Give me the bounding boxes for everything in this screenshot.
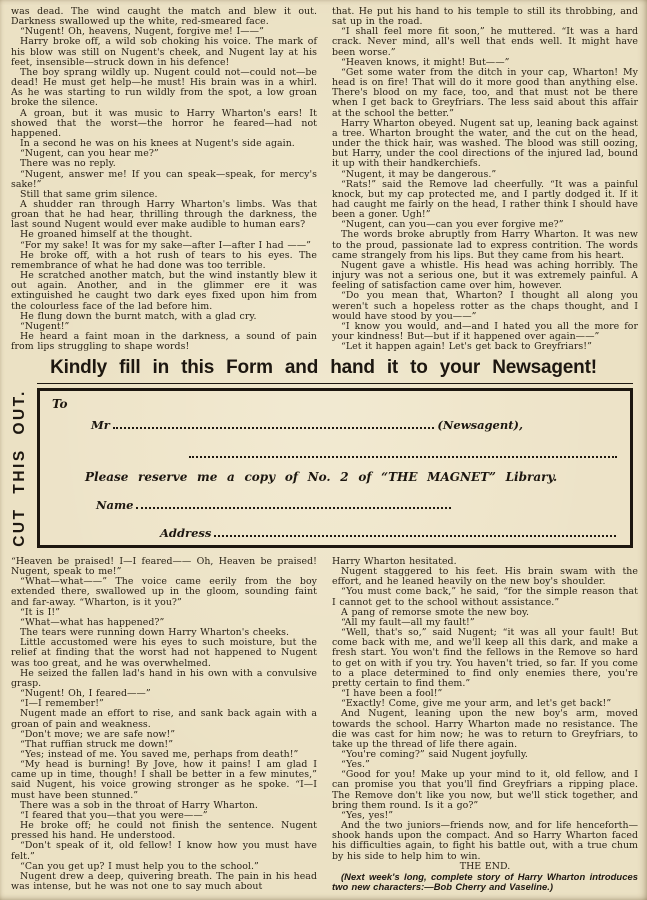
paragraph: “I feared that you—that you were——” [20, 809, 208, 821]
paragraph: “Exactly! Come, give me your arm, and let's get back!” [341, 698, 612, 710]
paragraph: The tears were running down Harry Wharton's cheeks. [20, 627, 290, 639]
next-week-notice: (Next week's long, complete story of Harry Wharton introduces two new characters:—Bob Cherry and Vaseline.) [332, 870, 638, 892]
paragraph: that. He put his hand to his temple to still its throbbing, and sat up in the road. [332, 7, 638, 28]
paragraph: “My head is burning! By Jove, how it pains! I am glad I came up in time, though! I shall be better in a few minutes,” said Nugent, his voice growing stronger as he spoke. “I—I must have been stunned.” [11, 759, 317, 801]
paragraph: There was no reply. [20, 158, 116, 170]
form-name-row [96, 498, 454, 512]
form-mr-fill-line [113, 427, 435, 429]
paragraph: “You must come back,” he said, “for the simple reason that I cannot get to the school without assistance.” [332, 586, 638, 608]
paragraph: Nugent drew a deep, quivering breath. The pain in his head was intense, but he was not one to say much about [11, 870, 317, 892]
paragraph: “I—I remember!” [20, 698, 104, 710]
paragraph: And the two juniors—friends now, and for life henceforth—shook hands upon the compact. And so Harry Wharton faced his difficulties again, to fight his battle out, with a true chum by his side to help him to win. [332, 820, 638, 862]
form-address-fill-line [214, 535, 616, 537]
paragraph: “Good for you! Make up your mind to it, old fellow, and I can promise you that you'll find Greyfriars a ripping place. The Remove don't like you now, but we'll stick together, and bring them round. Is it a go?” [332, 769, 638, 811]
paragraph: “Nugent!” [20, 320, 70, 332]
paragraph: “It is I!” [20, 606, 60, 618]
paragraph: Harry broke off, a wild sob choking his voice. The mark of his blow was still on Nugent's cheek, and Nugent lay at his feet, insensible—struck down in his defence! [11, 36, 317, 68]
the-end-label: THE END. [459, 860, 511, 872]
story-column-bottom-right [332, 557, 638, 895]
paragraph: He broke off, with a hot rush of tears to his eyes. The remembrance of what he had done was too terrible. [11, 249, 317, 271]
paragraph: He seized the fallen lad's hand in his own with a convulsive grasp. [11, 667, 317, 689]
paragraph: The words broke abruptly from Harry Wharton. It was new to the proud, passionate lad to express contrition. The words came strangely from his lips. But they came from his heart. [332, 229, 638, 261]
paragraph: Nugent gave a whistle. His head was aching horribly. The injury was not a serious one, but it was extremely painful. A feeling of satisfaction came over him, however. [332, 259, 638, 292]
paragraph: “I have been a fool!” [341, 688, 443, 700]
paragraph: He flung down the burnt match, with a glad cry. [20, 310, 257, 322]
paragraph: A shudder ran through Harry Wharton's limbs. Was that groan that he had hear, thrilling through the darkness, the last sound Nugent would ever make audible to human ears? [11, 198, 317, 231]
paragraph: There was a sob in the throat of Harry Wharton. [20, 799, 258, 811]
story-bottom-right-paragraphs [332, 557, 638, 862]
story-column-bottom-left [11, 557, 317, 895]
paragraph: “That ruffian struck me down!” [20, 738, 174, 750]
paragraph: “Heaven knows, it might! But——” [341, 56, 510, 68]
story-column-top-left [11, 7, 317, 357]
paragraph: He heard a faint moan in the darkness, a sound of pain from lips struggling to shape words! [11, 331, 317, 353]
paragraph: “Yes; instead of me. You saved me, perhaps from death!” [20, 748, 299, 760]
form-name-label: Name [96, 498, 134, 512]
form-reserve-text: Please reserve me a copy of No. 2 of “THE MAGNET” Library. [85, 470, 558, 484]
paragraph: “Don't move; we are safe now!” [20, 728, 176, 740]
paragraph: He broke off; he could not finish the sentence. Nugent pressed his hand. He understood. [11, 820, 317, 842]
paragraph: “Nugent! Oh, I feared——” [20, 688, 151, 700]
paragraph: Harry Wharton obeyed. Nugent sat up, leaning back against a tree. Wharton brought the water, and the cut on the head, under the thick hair, was washed. The blood was still oozing, but Harry, under the cool directions of the injured lad, bound it up with their handkerchiefs. [332, 117, 638, 170]
paragraph: “Get some water from the ditch in your cap, Wharton! My head is on fire! That will do it more good than anything else. There's blood on my face, too, and that must not be there when I get back to Greyfriars. The less said about this affair at the school the better.” [332, 66, 638, 119]
form-address-label: Address [160, 526, 212, 540]
paragraph: Harry Wharton hesitated. [332, 557, 457, 567]
form-newsagent-suffix: (Newsagent), [437, 418, 523, 432]
paragraph: “Let it happen again! Let's get back to Greyfriars!” [341, 341, 592, 353]
paragraph: “Nugent, it may be dangerous.” [341, 168, 497, 180]
paragraph: A groan, but it was music to Harry Wharton's ears! It showed that the worst—the horror he feared—had not happened. [11, 107, 317, 139]
paragraph: “Well, that's so,” said Nugent; “it was all your fault! But come back with me, and we'll keep all this dark, and make a fresh start. You won't find the fellows in the Remove so hard to get on with if you try. You haven't tried, so far. If you come to a place determined to find only enemies there, you're pretty certain to find them.” [332, 627, 638, 689]
form-mr-row [91, 418, 523, 432]
paragraph: Still that same grim silence. [20, 188, 158, 200]
story-section-bottom [11, 557, 638, 895]
paragraph: The boy sprang wildly up. Nugent could not—could not—be dead! He must get help—he must! His brain was in a whirl. As he was starting to run wildly from the spot, a low groan broke the silence. [11, 66, 317, 109]
form-to-label: To [52, 397, 68, 411]
paragraph: “Rats!” said the Remove lad cheerfully. “It was a painful knock, but my cap protected me, and I partly dodged it. If it had caught me fairly on the head, I rather think I should have been a goner. Ugh!” [332, 178, 638, 221]
form-name-fill-line [136, 507, 451, 509]
paragraph: In a second he was on his knees at Nugent's side again. [20, 138, 295, 150]
form-second-line-row [186, 445, 620, 461]
paragraph: “Can you get up? I must help you to the school.” [20, 860, 259, 872]
paragraph: “Nugent! Oh, heavens, Nugent, forgive me! I——” [20, 26, 264, 38]
paragraph: “I shall feel more fit soon,” he muttered. “It was a hard crack. Never mind, all's well that ends well. It might have been worse.” [332, 26, 638, 58]
paragraph: “Heaven be praised! I—I feared—— Oh, Heaven be praised! Nugent, speak to me!” [11, 557, 317, 578]
paragraph: Nugent staggered to his feet. His brain swam with the effort, and he leaned heavily on the new boy's shoulder. [332, 566, 638, 588]
form-headline: Kindly fill in this Form and hand it to your Newsagent! [50, 356, 597, 379]
paragraph: “For my sake! It was for my sake—after I—after I had ——” [20, 239, 312, 251]
paragraph: “Nugent, can you hear me?” [20, 148, 159, 160]
cut-this-out-label: CUT THIS OUT. [11, 389, 28, 547]
paragraph: “Don't speak of it, old fellow! I know how you must have felt.” [11, 840, 317, 862]
paragraph: He scratched another match, but the wind instantly blew it out again. Another, and in the glimmer ere it was extinguished he caught two dark eyes fixed upon him from the colourless face of the lad before him. [11, 270, 317, 312]
paragraph: “Do you mean that, Wharton? I thought all along you weren't such a hopeless rotter as the chaps thought, and I would have stood by you——” [332, 290, 638, 322]
paragraph: “Yes.” [341, 759, 370, 771]
newsagent-form [0, 384, 647, 554]
paragraph: Little accustomed were his eyes to such moisture, but the relief at finding that the worst had not happened to Nugent was too great, and he was overwhelmed. [11, 637, 317, 669]
paragraph: “What—what——” The voice came eerily from the boy extended there, swallowed up in the gloom, sounding faint and far-away. “Wharton, is it you?” [11, 576, 317, 608]
story-section-top [11, 7, 638, 357]
form-second-fill-line [189, 456, 617, 458]
paragraph: He groaned himself at the thought. [20, 229, 193, 241]
paragraph: “You're coming?” said Nugent joyfully. [341, 748, 528, 760]
paragraph: And Nugent, leaning upon the new boy's arm, moved towards the school. Harry Wharton made no resistance. The die was cast for him now; he was to return to Greyfriars, to take up the thread of life there again. [332, 708, 638, 750]
paragraph: “All my fault—all my fault!” [341, 616, 475, 628]
form-mr-label: Mr [91, 418, 110, 432]
form-address-row [160, 526, 619, 540]
paragraph: “Nugent, answer me! If you can speak—speak, for mercy's sake!” [11, 168, 317, 190]
paragraph: A pang of remorse smote the new boy. [341, 606, 530, 618]
paragraph: was dead. The wind caught the match and blew it out. Darkness swallowed up the white, red-smeared face. [11, 7, 317, 28]
paragraph: “Nugent, can you—can you ever forgive me?” [341, 219, 564, 231]
form-box [37, 388, 633, 548]
story-column-top-right [332, 7, 638, 357]
paragraph: “Yes, yes!” [341, 809, 394, 821]
paragraph: “I know you would, and—and I hated you all the more for your kindness! But—but if it happened over again——” [332, 320, 638, 342]
paragraph: Nugent made an effort to rise, and sank back again with a groan of pain and weakness. [11, 708, 317, 730]
paragraph: “What—what has happened?” [20, 616, 165, 628]
